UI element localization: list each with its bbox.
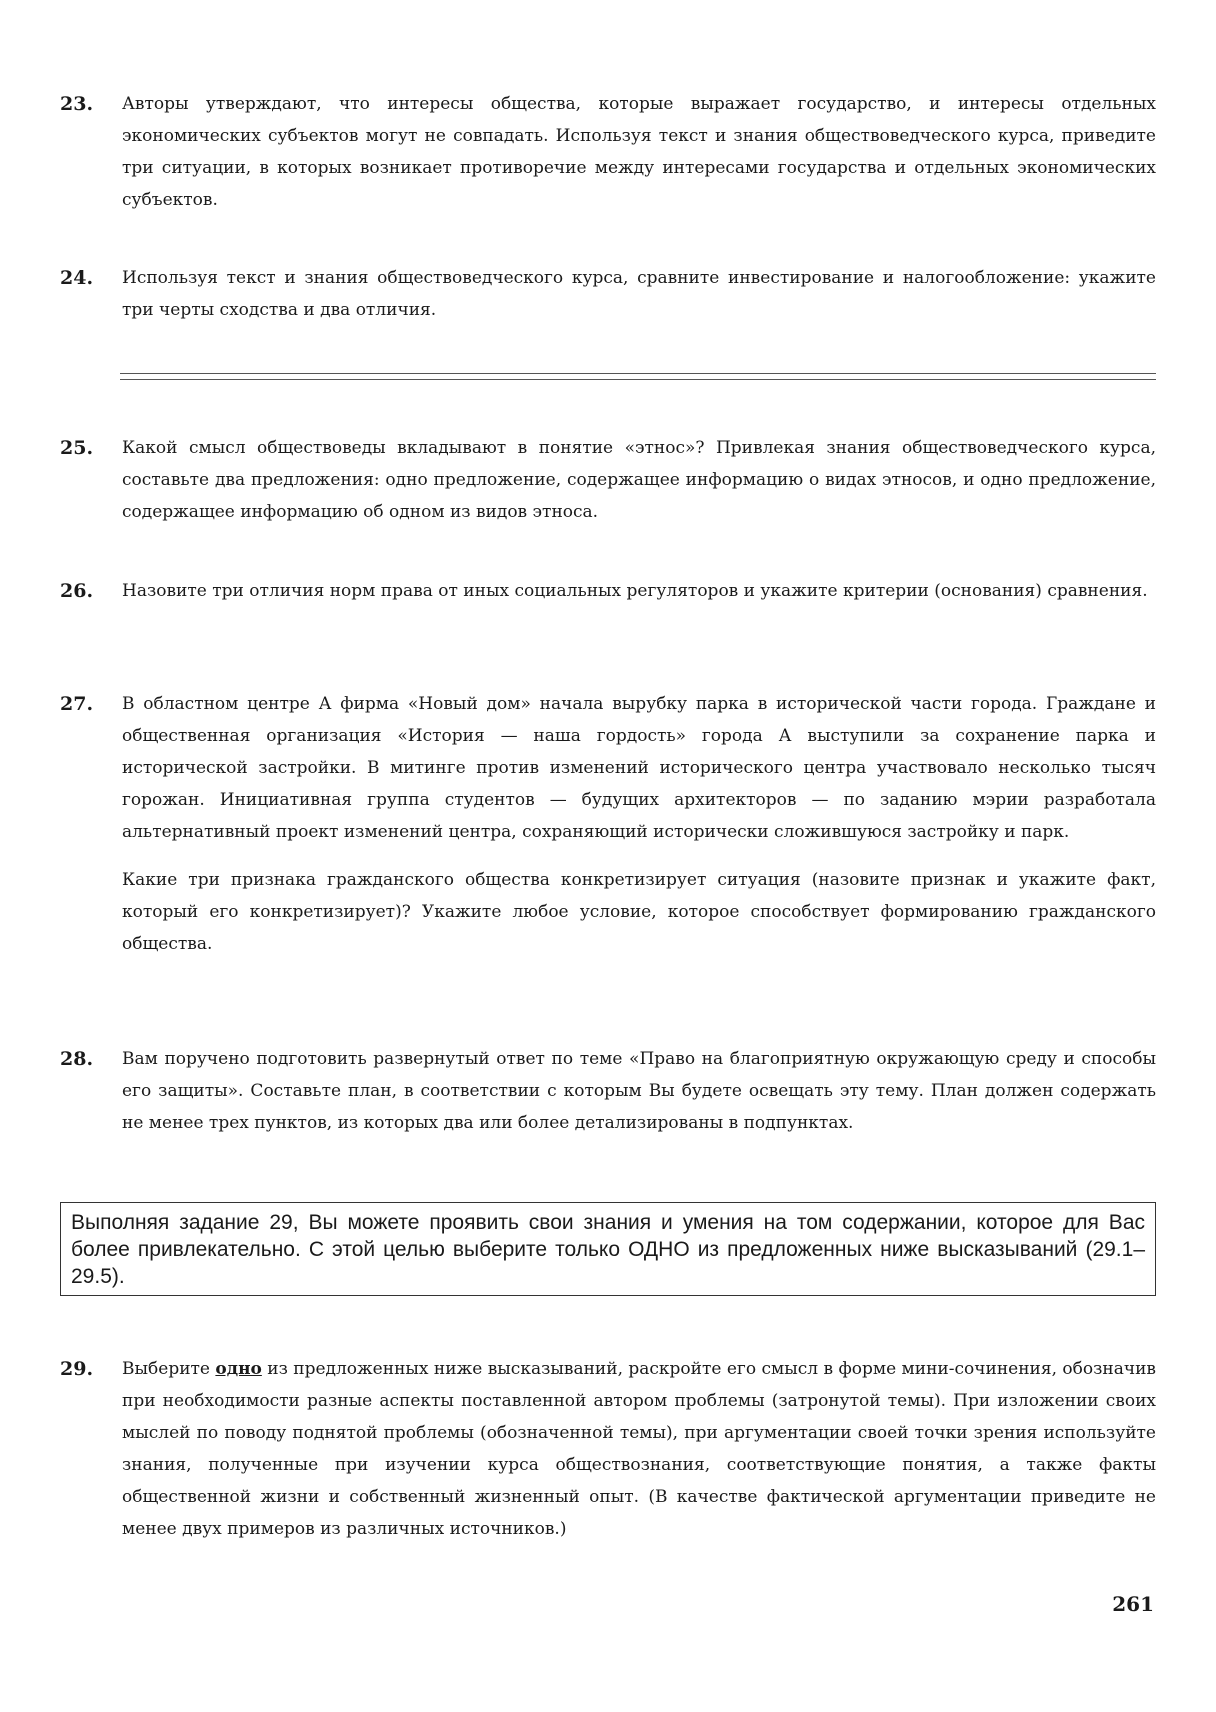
- task-25: [60, 432, 1156, 528]
- task-28: [60, 1043, 1156, 1139]
- task-text: Используя текст и знания обществоведческого курса, сравните инвестирование и налогообложение: укажите три черты сходства и два отличия.: [122, 268, 1156, 320]
- task-text: Вам поручено подготовить развернутый ответ по теме «Право на благоприятную окружающую среду и способы его защиты». Составьте план, в соответствии с которым Вы будете освещать эту тему. План должен содержать не менее трех пунктов, из которых два или более детализированы в подпунктах.: [122, 1049, 1156, 1133]
- task-number: 23.: [60, 93, 94, 115]
- task-text-rest: из предложенных ниже высказываний, раскройте его смысл в форме мини-сочинения, обозначив при необходимости разные аспекты поставленной автором проблемы (затронутой темы). При изложении своих мыслей по поводу поднятой проблемы (обозначенной темы), при аргументации своей точки зрения используйте знания, полученные при изучении курса обществознания, соответствующие понятия, а также факты общественной жизни и собственный жизненный опыт. (В качестве фактической аргументации приведите не менее двух примеров из различных источников.): [122, 1359, 1157, 1539]
- section-divider: [120, 373, 1156, 380]
- task-26: [60, 575, 1156, 607]
- task-number: 25.: [60, 437, 94, 459]
- page-number: 261: [1112, 1592, 1154, 1616]
- task-27: [60, 688, 1156, 960]
- task-question: Какие три признака гражданского общества конкретизирует ситуация (назовите признак и укажите факт, который его конкретизирует)? Укажите любое условие, которое способствует формированию гражданского общества.: [122, 870, 1156, 954]
- task-24: [60, 262, 1156, 326]
- task-29-notice-box: Выполняя задание 29, Вы можете проявить свои знания и умения на том содержании, которое для Вас более привлекательно. С этой целью выберите только ОДНО из предложенных ниже высказываний (29.1–29.5).: [60, 1202, 1156, 1296]
- task-text: [122, 1353, 1156, 1545]
- task-text: В областном центре А фирма «Новый дом» начала вырубку парка в исторической части города. Граждане и общественная организация «История — наша гордость» города А выступили за сохранение парка и исторической застройки. В митинге против изменений исторического центра участвовало несколько тысяч горожан. Инициативная группа студентов — будущих архитекторов — по заданию мэрии разработала альтернативный проект изменений центра, сохраняющий исторически сложившуюся застройку и парк.: [122, 694, 1156, 842]
- task-23: [60, 88, 1156, 216]
- task-text: Какой смысл обществоведы вкладывают в понятие «этнос»? Привлекая знания обществоведческого курса, составьте два предложения: одно предложение, содержащее информацию о видах этносов, и одно предложение, содержащее информацию об одном из видов этноса.: [122, 438, 1156, 522]
- task-number: 29.: [60, 1358, 94, 1380]
- task-number: 24.: [60, 267, 94, 289]
- task-number: 27.: [60, 693, 94, 715]
- task-number: 26.: [60, 580, 94, 602]
- task-text: Авторы утверждают, что интересы общества, которые выражает государство, и интересы отдельных экономических субъектов могут не совпадать. Используя текст и знания обществоведческого курса, приведите три ситуации, в которых возникает противоречие между интересами государства и отдельных экономических субъектов.: [122, 94, 1156, 210]
- task-29: [60, 1353, 1156, 1545]
- task-number: 28.: [60, 1048, 94, 1070]
- emphasis-word: одно: [215, 1359, 262, 1379]
- task-text-start: Выберите: [122, 1359, 216, 1379]
- task-text: Назовите три отличия норм права от иных социальных регуляторов и укажите критерии (основания) сравнения.: [122, 581, 1148, 601]
